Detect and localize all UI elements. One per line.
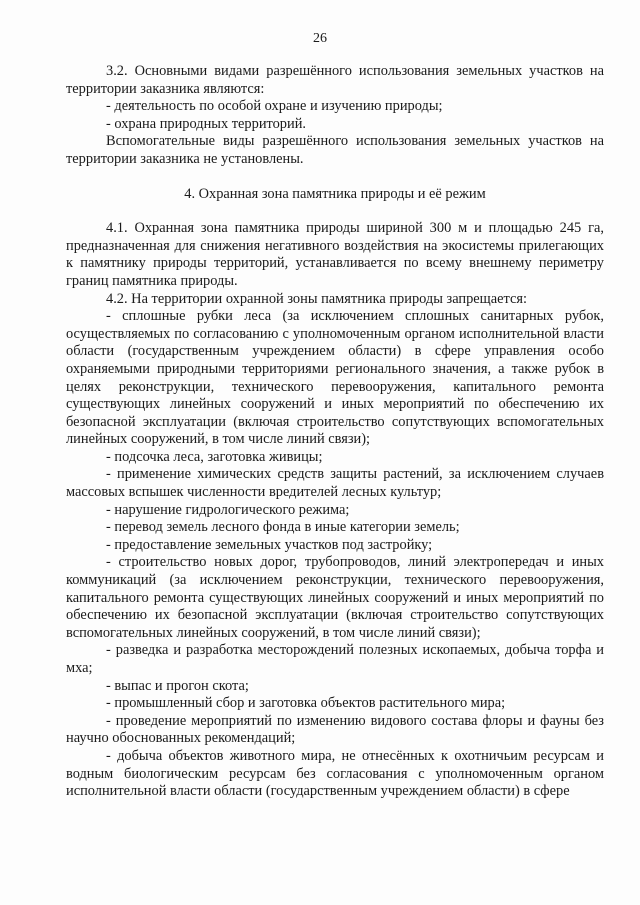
paragraph-4-2: 4.2. На территории охранной зоны памятника природы запрещается: bbox=[106, 290, 528, 307]
list-item-wildlife-harvesting: - добыча объектов животного мира, не отнесённых к охотничьим ресурсам и водным биологическим ресурсам без согласования с уполномоченным органом исполнительной власти области (государственным учреждением области) в сфере bbox=[66, 747, 604, 800]
list-item-territory-protection: - охрана природных территорий. bbox=[106, 115, 307, 132]
list-item-building-plots: - предоставление земельных участков под застройку; bbox=[106, 536, 433, 553]
list-item-mining: - разведка и разработка месторождений полезных ископаемых, добыча торфа и мха; bbox=[66, 642, 604, 676]
list-item-plant-harvesting: - промышленный сбор и заготовка объектов растительного мира; bbox=[106, 695, 506, 712]
section-heading: 4. Охранная зона памятника природы и её режим bbox=[184, 185, 486, 202]
list-item-clear-cutting: - сплошные рубки леса (за исключением сплошных санитарных рубок, осуществляемых по согласованию с уполномоченным органом исполнительной власти области (государственным учреждением области) в сфере управления особо охраняемыми природными территориями регионального значения, а также рубок в целях реконструкции, технического перевооружения, капитального ремонта существующих линейных сооружений и иных мероприятий по обеспечению их безопасной эксплуатации (включая строительство сопутствующих вспомогательных линейных сооружений, в том числе линий связи); bbox=[66, 308, 604, 448]
paragraph-4-1: 4.1. Охранная зона памятника природы шириной 300 м и площадью 245 га, предназначенная для снижения негативного воздействия на экосистемы прилегающих к памятнику природы территорий, устанавливается по всему внешнему периметру границ памятника природы. bbox=[66, 220, 604, 289]
page-number: 26 bbox=[313, 31, 327, 46]
document-body bbox=[66, 63, 604, 801]
list-item-nature-protection: - деятельность по особой охране и изучению природы; bbox=[106, 98, 443, 115]
list-item-land-transfer: - перевод земель лесного фонда в иные категории земель; bbox=[106, 519, 460, 536]
list-item-hydrology: - нарушение гидрологического режима; bbox=[106, 501, 350, 518]
list-item-species-change: - проведение мероприятий по изменению видового состава флоры и фауны без научно обоснованных рекомендаций; bbox=[66, 712, 604, 747]
list-item-chemicals: - применение химических средств защиты растений, за исключением случаев массовых вспышек численности вредителей лесных культур; bbox=[66, 466, 604, 501]
list-item-resin-tapping: - подсочка леса, заготовка живицы; bbox=[106, 448, 323, 465]
paragraph-auxiliary-uses: Вспомогательные виды разрешённого использования земельных участков на территории заказника не установлены. bbox=[66, 133, 604, 167]
paragraph-3-2: 3.2. Основными видами разрешённого использования земельных участков на территории заказника являются: bbox=[66, 63, 604, 97]
list-item-construction: - строительство новых дорог, трубопроводов, линий электропередач и иных коммуникаций (за исключением реконструкции, технического перевооружения, капитального ремонта существующих линейных сооружений и иных мероприятий по обеспечению их безопасной эксплуатации (включая строительство сопутствующих вспомогательных линейных сооружений, в том числе линий связи); bbox=[66, 554, 604, 641]
list-item-grazing: - выпас и прогон скота; bbox=[106, 677, 249, 694]
